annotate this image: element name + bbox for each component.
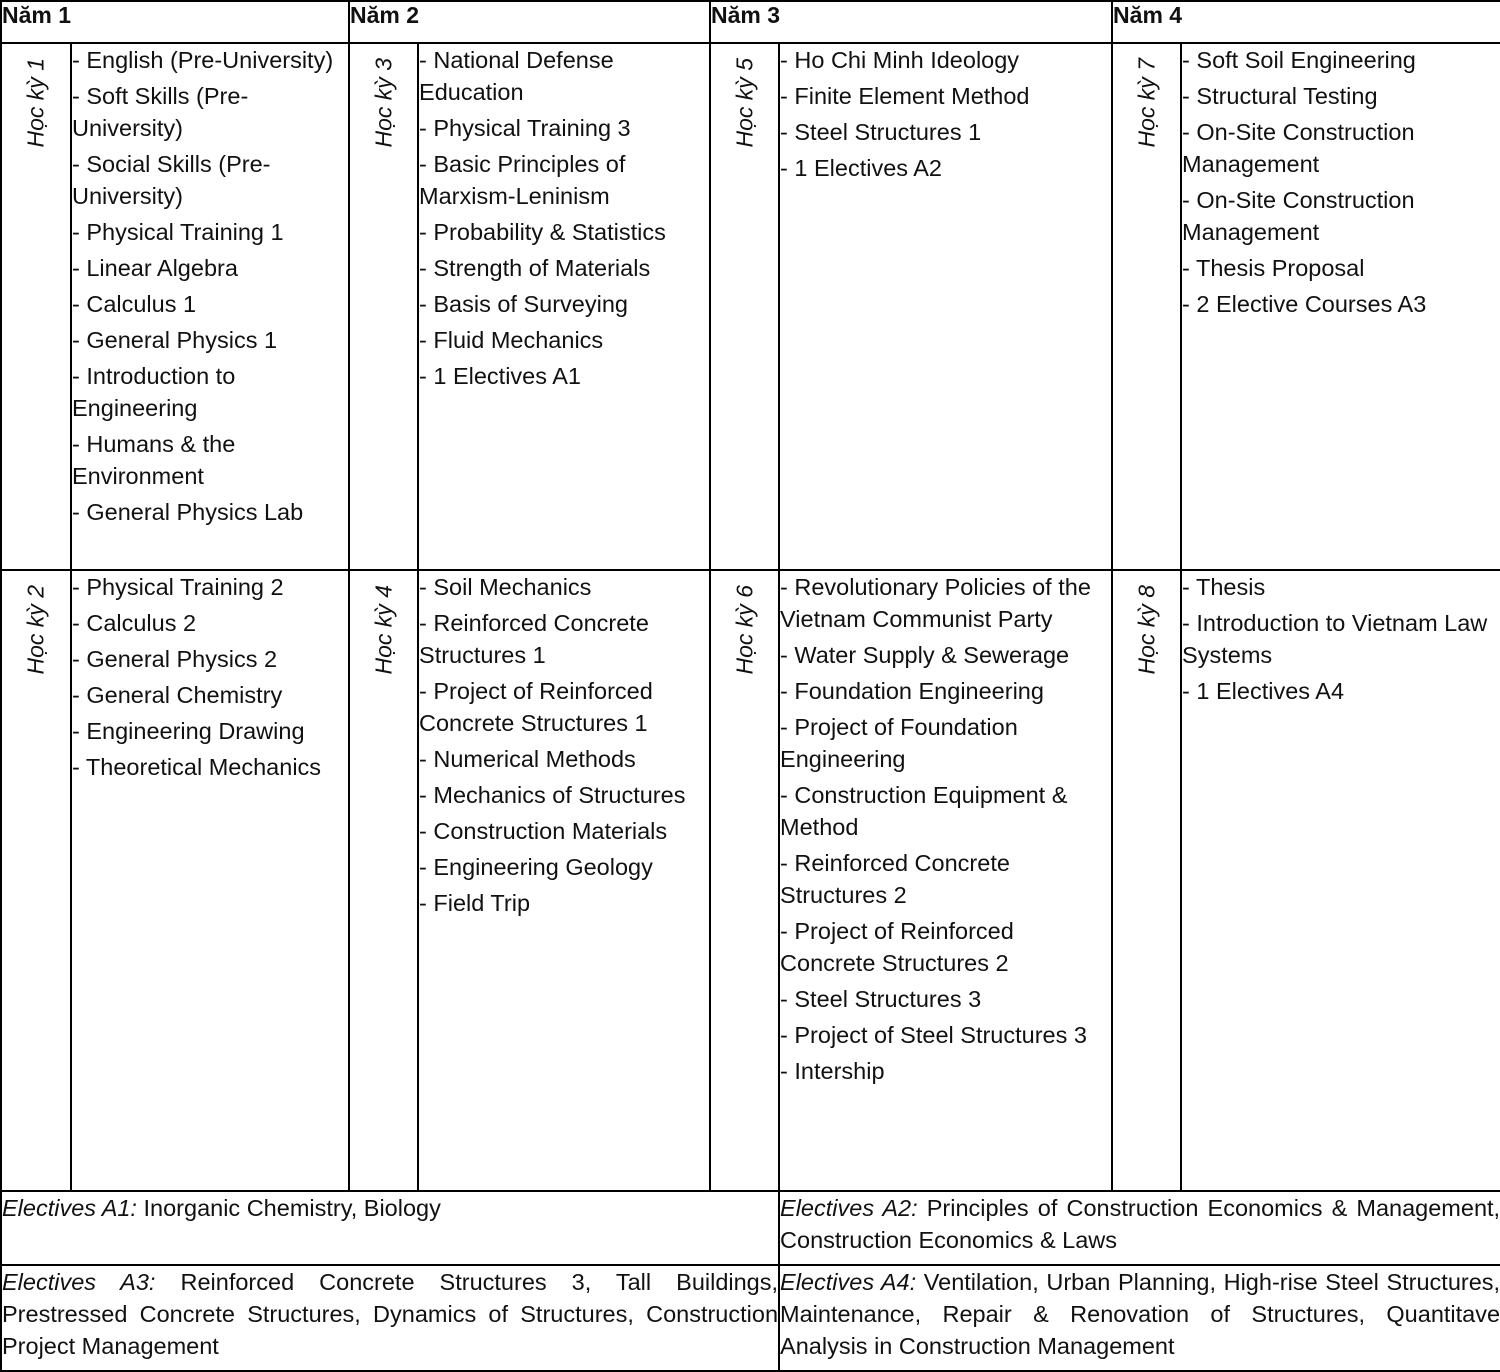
electives-row (1, 1265, 1500, 1371)
semester-label: Học kỳ 3 (370, 58, 397, 148)
course-list (779, 43, 1112, 570)
course-list (418, 570, 710, 1191)
course-item: - Engineering Geology (419, 854, 653, 880)
semester-row-odd (1, 43, 1500, 570)
course-item: - English (Pre-University) (72, 47, 334, 73)
course-item: - Soft Soil Engineering (1182, 47, 1416, 73)
course-item: - Soil Mechanics (419, 574, 592, 600)
course-item: - Steel Structures 1 (780, 119, 982, 145)
course-item: - General Physics 1 (72, 327, 278, 353)
course-list (71, 43, 349, 570)
course-item: - Reinforced Concrete Structures 2 (780, 850, 1010, 908)
course-item: - Social Skills (Pre-University) (72, 151, 271, 209)
course-item: - Basic Principles of Marxism-Leninism (419, 151, 626, 209)
course-item: - Soft Skills (Pre-University) (72, 83, 249, 141)
electives-note (779, 1265, 1500, 1371)
course-item: - Strength of Materials (419, 255, 651, 281)
course-item: - Project of Reinforced Concrete Structures 1 (419, 678, 653, 736)
course-item: - Revolutionary Policies of the Vietnam Communist Party (780, 574, 1091, 632)
course-item: - Intership (780, 1058, 885, 1084)
course-item: - Physical Training 1 (72, 219, 284, 245)
semester-label-cell (1112, 570, 1181, 1191)
course-item: - Theoretical Mechanics (72, 754, 322, 780)
electives-text: Reinforced Concrete Structures 3, Tall Buildings, Prestressed Concrete Structures, Dynamics of Structures, Construction Project Management (2, 1269, 779, 1359)
year-header: Năm 3 (710, 1, 1112, 43)
course-item: - Thesis Proposal (1182, 255, 1365, 281)
course-item: - Calculus 1 (72, 291, 197, 317)
course-item: - Numerical Methods (419, 746, 636, 772)
semester-label-cell (349, 570, 418, 1191)
semester-label-cell (1, 570, 71, 1191)
course-item: - Structural Testing (1182, 83, 1378, 109)
course-item: - Construction Equipment & Method (780, 782, 1068, 840)
semester-row-even (1, 570, 1500, 1191)
electives-text: Ventilation, Urban Planning, High-rise Steel Structures, Maintenance, Repair & Renovation of Structures, Quantitave Analysis in Construction Management (780, 1269, 1500, 1359)
course-item: - Basis of Surveying (419, 291, 628, 317)
course-list (1181, 43, 1500, 570)
electives-label: Electives A3: (2, 1269, 156, 1295)
course-item: - Physical Training 2 (72, 574, 284, 600)
course-item: - Probability & Statistics (419, 219, 666, 245)
course-item: - Humans & the Environment (72, 431, 236, 489)
course-item: - Project of Foundation Engineering (780, 714, 1018, 772)
semester-label: Học kỳ 7 (1133, 58, 1160, 148)
course-item: - Finite Element Method (780, 83, 1030, 109)
semester-label: Học kỳ 5 (731, 58, 758, 148)
course-item: - Fluid Mechanics (419, 327, 604, 353)
course-item: - Thesis (1182, 574, 1266, 600)
semester-label-cell (710, 43, 779, 570)
electives-row (1, 1191, 1500, 1265)
course-item: - General Chemistry (72, 682, 283, 708)
course-item: - Introduction to Engineering (72, 363, 236, 421)
course-item: - Physical Training 3 (419, 115, 631, 141)
course-item: - Introduction to Vietnam Law Systems (1182, 610, 1488, 668)
course-item: - Calculus 2 (72, 610, 197, 636)
course-item: - Field Trip (419, 890, 531, 916)
course-item: - National Defense Education (419, 47, 614, 105)
course-list (779, 570, 1112, 1191)
semester-label: Học kỳ 8 (1133, 585, 1160, 675)
semester-label-cell (1112, 43, 1181, 570)
course-item: - 1 Electives A2 (780, 155, 942, 181)
electives-text: Principles of Construction Economics & Management, Construction Economics & Laws (780, 1195, 1500, 1253)
semester-label-cell (349, 43, 418, 570)
electives-note (1, 1191, 779, 1265)
year-header: Năm 1 (1, 1, 349, 43)
semester-label: Học kỳ 2 (22, 585, 49, 675)
course-item: - Foundation Engineering (780, 678, 1044, 704)
year-header: Năm 2 (349, 1, 710, 43)
course-item: - Linear Algebra (72, 255, 238, 281)
course-item: - 2 Elective Courses A3 (1182, 291, 1427, 317)
semester-label: Học kỳ 1 (22, 58, 49, 148)
course-item: - Steel Structures 3 (780, 986, 982, 1012)
course-item: - 1 Electives A1 (419, 363, 581, 389)
course-item: - General Physics 2 (72, 646, 278, 672)
course-item: - Ho Chi Minh Ideology (780, 47, 1020, 73)
course-item: - 1 Electives A4 (1182, 678, 1345, 704)
electives-note (1, 1265, 779, 1371)
course-item: - On-Site Construction Management (1182, 187, 1415, 245)
semester-label: Học kỳ 6 (731, 585, 758, 675)
year-header: Năm 4 (1112, 1, 1500, 43)
semester-label-cell (710, 570, 779, 1191)
course-item: - On-Site Construction Management (1182, 119, 1415, 177)
year-header-row (1, 1, 1500, 43)
semester-label: Học kỳ 4 (370, 585, 397, 675)
course-list (1181, 570, 1500, 1191)
electives-note (779, 1191, 1500, 1265)
course-item: - Project of Reinforced Concrete Structures 2 (780, 918, 1014, 976)
electives-label: Electives A4: (780, 1269, 917, 1295)
course-list (418, 43, 710, 570)
course-list (71, 570, 349, 1191)
course-item: - General Physics Lab (72, 499, 304, 525)
semester-label-cell (1, 43, 71, 570)
electives-label: Electives A1: (2, 1195, 137, 1221)
course-item: - Engineering Drawing (72, 718, 305, 744)
electives-text: Inorganic Chemistry, Biology (143, 1195, 441, 1221)
course-item: - Construction Materials (419, 818, 668, 844)
course-item: - Mechanics of Structures (419, 782, 686, 808)
course-item: - Reinforced Concrete Structures 1 (419, 610, 649, 668)
electives-label: Electives A2: (780, 1195, 918, 1221)
course-item: - Project of Steel Structures 3 (780, 1022, 1087, 1048)
course-item: - Water Supply & Sewerage (780, 642, 1070, 668)
